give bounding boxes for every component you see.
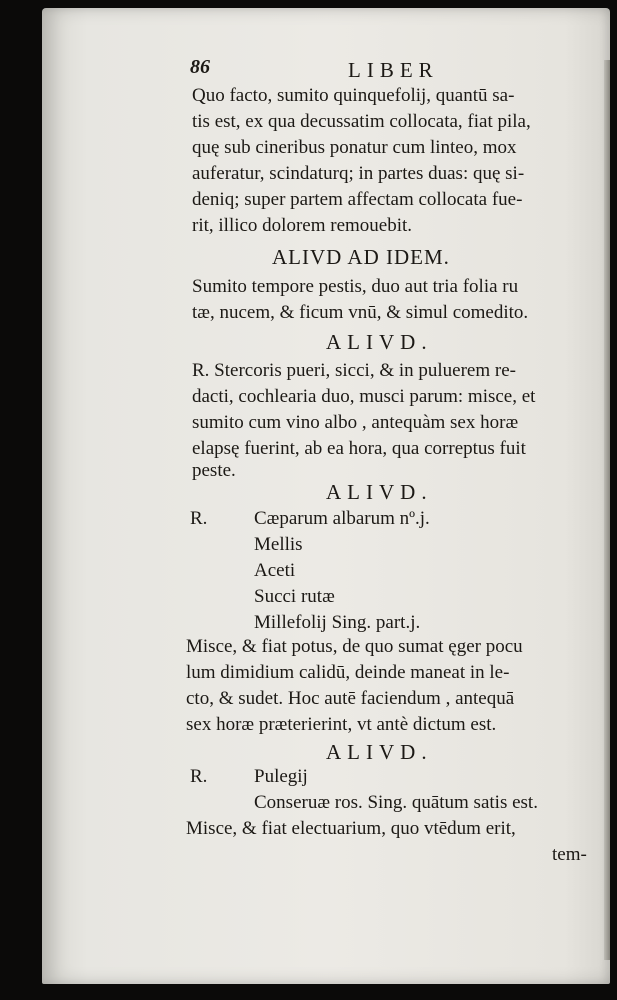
text-line: R. Stercoris pueri, sicci, & in puluerem re- (192, 360, 516, 381)
text-line: elapsę fuerint, ab ea hora, qua correptus fuit (192, 438, 526, 459)
text-line: quę sub cineribus ponatur cum linteo, mox (192, 137, 517, 158)
running-title: LIBER (348, 58, 439, 82)
recipe-symbol: R. (190, 508, 208, 529)
recipe-item: Conseruæ ros. Sing. quātum satis est. (254, 792, 538, 813)
text-line: deniq; super partem affectam collocata fue- (192, 189, 523, 210)
recipe-item: Cæparum albarum nº.j. (254, 508, 430, 529)
section-heading: ALIVD. (326, 740, 433, 764)
section-heading: ALIVD AD IDEM. (272, 245, 450, 269)
text-line: cto, & sudet. Hoc autē faciendum , antequā (186, 688, 515, 709)
text-line: rit, illico dolorem remouebit. (192, 215, 413, 236)
recipe-symbol: R. (190, 766, 208, 787)
text-line: lum dimidium calidū, deinde maneat in le- (186, 662, 510, 683)
catchword: tem- (552, 844, 587, 865)
recipe-item: Aceti (254, 560, 296, 581)
text-line: sumito cum vino albo , antequàm sex horæ (192, 412, 519, 433)
text-line: Sumito tempore pestis, duo aut tria folia ru (192, 276, 519, 297)
recipe-item: Pulegij (254, 766, 308, 787)
text-line: Quo facto, sumito quinquefolij, quantū sa- (192, 85, 515, 106)
recipe-item: Succi rutæ (254, 586, 335, 607)
text-line: tæ, nucem, & ficum vnū, & simul comedito. (192, 302, 529, 323)
text-line: Misce, & fiat electuarium, quo vtēdum erit, (186, 818, 516, 839)
recipe-item: Millefolij Sing. part.j. (254, 612, 421, 633)
section-heading: ALIVD. (326, 480, 433, 504)
text-line: tis est, ex qua decussatim collocata, fiat pila, (192, 111, 531, 132)
text-line: sex horæ præterierint, vt antè dictum est. (186, 714, 497, 735)
section-heading: ALIVD. (326, 330, 433, 354)
text-line: auferatur, scindaturq; in partes duas: quę si- (192, 163, 525, 184)
recipe-item: Mellis (254, 534, 303, 555)
text-line: dacti, cochlearia duo, musci parum: misce, et (192, 386, 536, 407)
text-line: peste. (192, 460, 236, 481)
page-number: 86 (190, 56, 210, 78)
text-line: Misce, & fiat potus, de quo sumat ęger pocu (186, 636, 523, 657)
